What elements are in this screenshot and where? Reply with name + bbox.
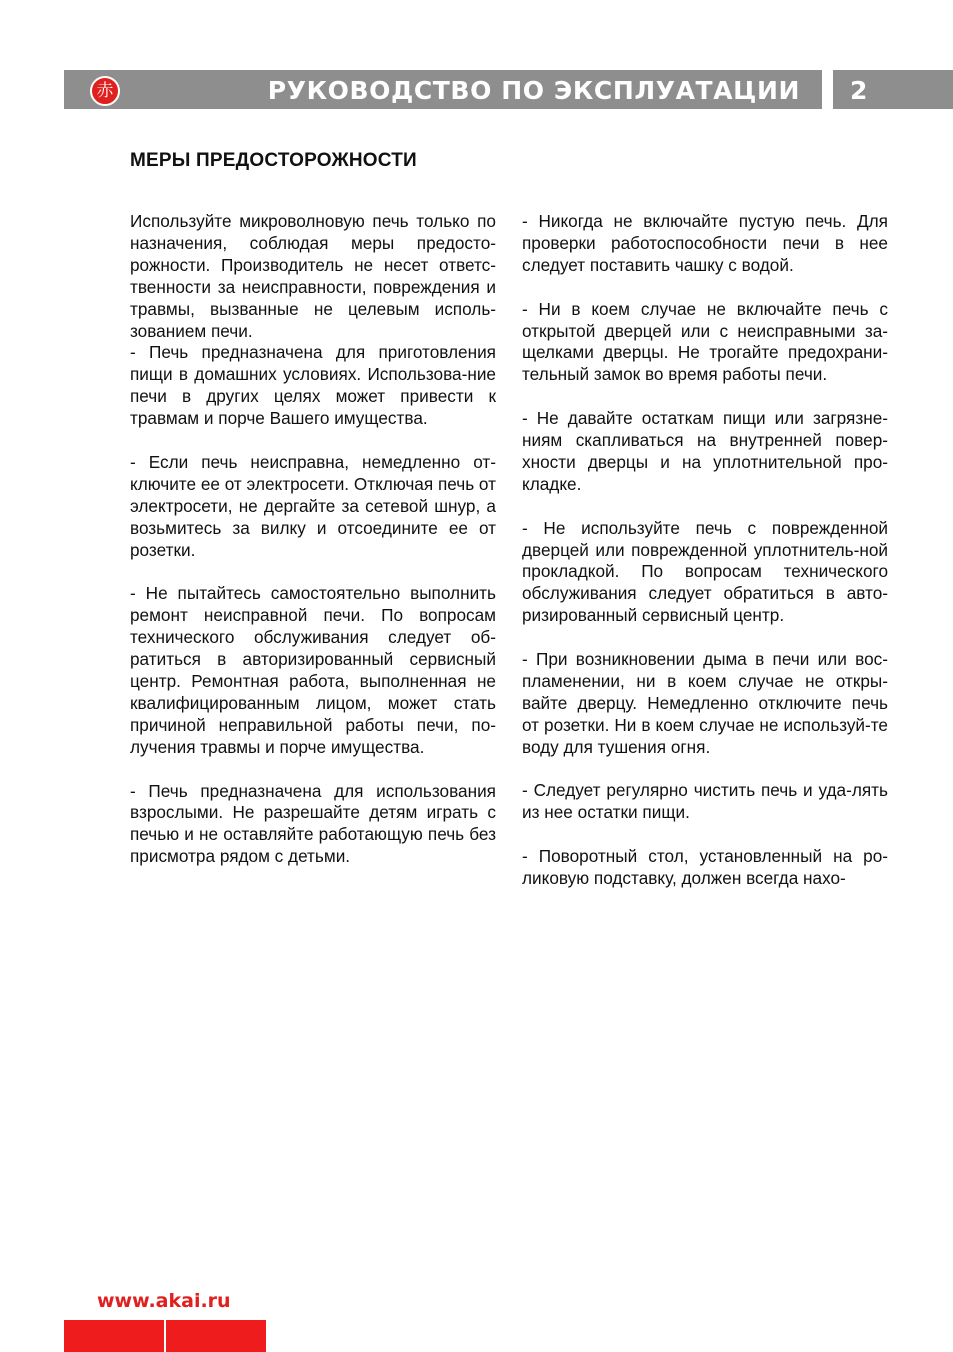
paragraph: - Следует регулярно чистить печь и уда-лять из нее остатки пищи. bbox=[522, 780, 888, 823]
right-column bbox=[522, 211, 888, 912]
manual-title: РУКОВОДСТВО ПО ЭКСПЛУАТАЦИИ bbox=[267, 76, 800, 105]
paragraph: - Ни в коем случае не включайте печь с открытой дверцей или с неисправными за-щелками дверцы. Не трогайте предохрани-тельный замок во время работы печи. bbox=[522, 298, 888, 385]
left-column bbox=[130, 211, 496, 890]
footer-accent-bar bbox=[64, 1320, 164, 1352]
paragraph: - Если печь неисправна, немедленно от-ключите ее от электросети. Отключая печь от электросети, не дергайте за сетевой шнур, а возьмитесь за вилку и отсоедините ее от розетки. bbox=[130, 451, 496, 560]
paragraph: - Печь предназначена для приготовления пищи в домашних условиях. Использова-ние печи в других целях может привести к травмам и порче Вашего имущества. bbox=[130, 342, 496, 429]
section-title: МЕРЫ ПРЕДОСТОРОЖНОСТИ bbox=[130, 150, 417, 171]
paragraph: - Не давайте остаткам пищи или загрязне-ниям скапливаться на внутренней повер-хности дверцы и на уплотнительной про-кладке. bbox=[522, 408, 888, 494]
website-link[interactable]: www.akai.ru bbox=[97, 1290, 231, 1312]
paragraph: - Никогда не включайте пустую печь. Для проверки работоспособности печи в нее следует поставить чашку с водой. bbox=[522, 211, 888, 275]
paragraph: - Не используйте печь с поврежденной дверцей или поврежденной уплотнитель-ной прокладкой. По вопросам технического обслуживания следует обратиться в авто-ризированный сервисный центр. bbox=[522, 517, 888, 626]
paragraph: - Поворотный стол, установленный на ро-ликовую подставку, должен всегда нахо- bbox=[522, 846, 888, 889]
paragraph: - Печь предназначена для использования взрослыми. Не разрешайте детям играть с печью и не оставляйте работающую печь без присмотра рядом с детьми. bbox=[130, 780, 496, 867]
paragraph: - Не пытайтесь самостоятельно выполнить ремонт неисправной печи. По вопросам технического обслуживания следует об-ратиться в авторизированный сервисный центр. Ремонтная работа, выполненная не квалифицированным лицом, может стать причиной неправильной работы печи, по-лучения травмы и порче имущества. bbox=[130, 583, 496, 757]
footer-accent-bar bbox=[166, 1320, 266, 1352]
page-number: 2 bbox=[850, 76, 868, 105]
paragraph: - При возникновении дыма в печи или вос-пламенении, ни в коем случае не откры-вайте дверцу. Немедленно отключите печь от розетки. Ни в коем случае не используй-те воду для тушения огня. bbox=[522, 649, 888, 757]
paragraph: Используйте микроволновую печь только по назначения, соблюдая меры предосто-рожности. Производитель не несет ответс-твенности за неисправности, повреждения и травмы, вызванные не целевым исполь-зованием печи. bbox=[130, 211, 496, 341]
akai-logo-icon: 赤 bbox=[90, 76, 120, 106]
